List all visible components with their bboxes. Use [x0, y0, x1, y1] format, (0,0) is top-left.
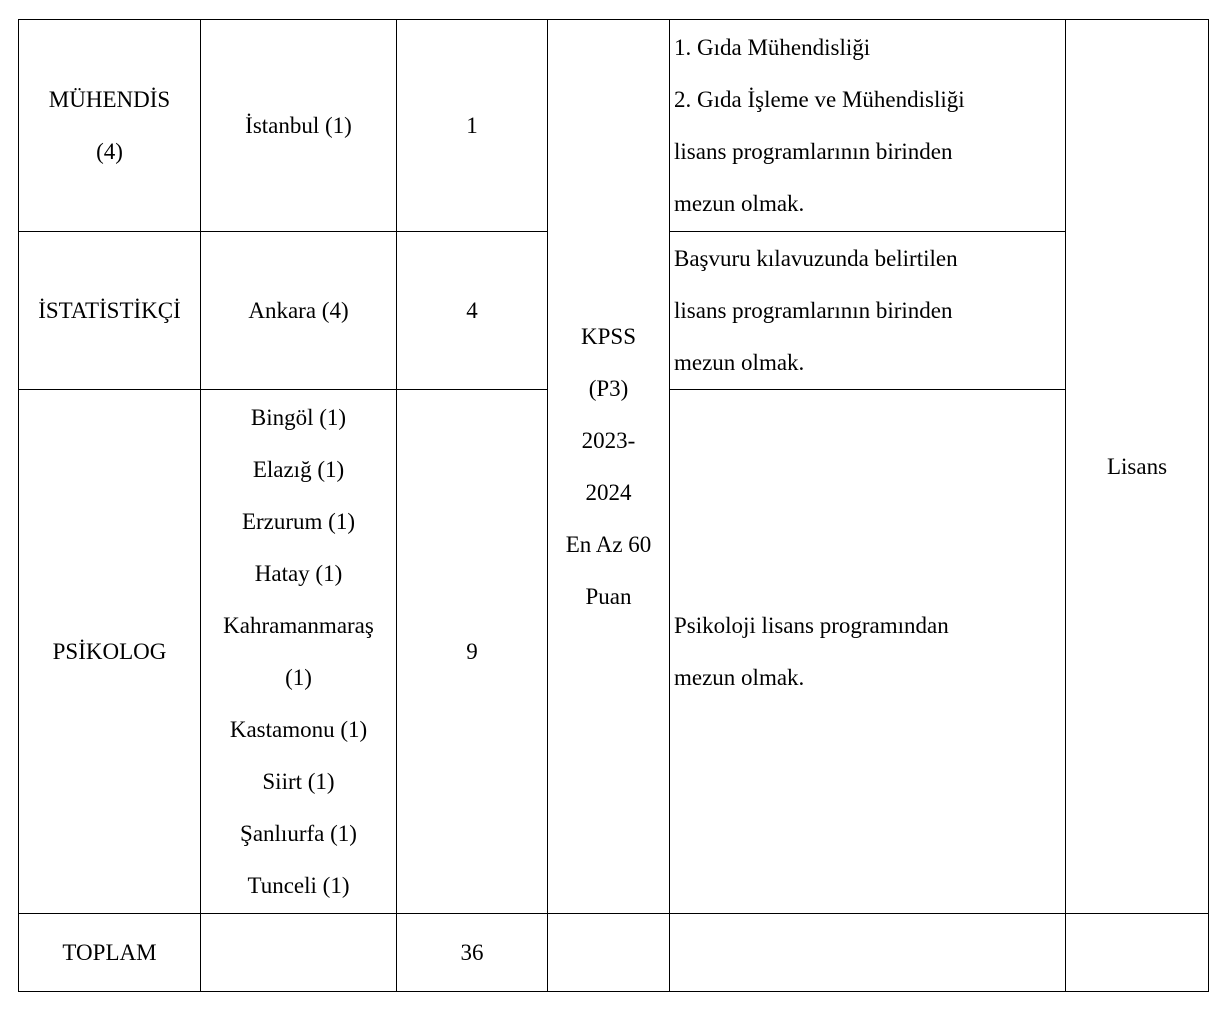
location-entry: Siirt (1)	[262, 768, 335, 794]
position-title-cell	[19, 20, 201, 232]
count-value: 1	[466, 112, 478, 138]
exam-line: KPSS	[581, 323, 636, 349]
location-entry: Bingöl (1)	[250, 404, 347, 430]
count-cell	[397, 20, 548, 232]
location-entry: Hatay (1)	[254, 560, 343, 586]
location-entry: Şanlıurfa (1)	[240, 820, 357, 846]
total-empty-cell	[1066, 914, 1209, 992]
qualification-line: lisans programlarının birinden	[674, 297, 953, 323]
qualification-line: 1. Gıda Mühendisliği	[674, 34, 871, 60]
qualification-cell	[670, 390, 1066, 914]
qualification-line: Başvuru kılavuzunda belirtilen	[674, 245, 958, 271]
total-label-cell	[19, 914, 201, 992]
exam-line: (P3)	[588, 375, 629, 401]
qualification-line: lisans programlarının birinden	[674, 138, 953, 164]
total-empty-cell	[201, 914, 397, 992]
total-empty-cell	[670, 914, 1066, 992]
position-title-line: İSTATİSTİKÇİ	[38, 297, 181, 323]
position-title-line: PSİKOLOG	[52, 638, 167, 664]
location-entry: Ankara (4)	[248, 297, 349, 323]
exam-line: 2023-	[581, 427, 636, 453]
total-label: TOPLAM	[62, 939, 157, 965]
qualification-line: Psikoloji lisans programından	[674, 612, 949, 638]
exam-requirement-cell	[548, 20, 670, 914]
qualification-line: mezun olmak.	[674, 349, 805, 375]
count-cell	[397, 390, 548, 914]
education-level-cell	[1066, 20, 1209, 914]
location-cell	[201, 232, 397, 390]
qualification-cell	[670, 232, 1066, 390]
position-title-cell	[19, 390, 201, 914]
positions-table	[18, 19, 1209, 992]
qualification-line: mezun olmak.	[674, 190, 805, 216]
location-cell	[201, 20, 397, 232]
location-entry: Tunceli (1)	[247, 872, 350, 898]
total-count: 36	[460, 939, 484, 965]
position-title-line: (4)	[96, 138, 123, 164]
location-entry: İstanbul (1)	[245, 112, 352, 138]
location-cell	[201, 390, 397, 914]
table-row	[19, 20, 1209, 232]
qualification-cell	[670, 20, 1066, 232]
qualification-line: 2. Gıda İşleme ve Mühendisliği	[674, 86, 965, 112]
total-count-cell	[397, 914, 548, 992]
location-entry: Kastamonu (1)	[229, 716, 368, 742]
qualification-line: mezun olmak.	[674, 664, 805, 690]
total-row	[19, 914, 1209, 992]
count-cell	[397, 232, 548, 390]
position-title-cell	[19, 232, 201, 390]
location-entry: (1)	[285, 664, 312, 690]
exam-line: En Az 60	[565, 531, 652, 557]
education-level: Lisans	[1106, 453, 1168, 479]
total-empty-cell	[548, 914, 670, 992]
location-entry: Erzurum (1)	[241, 508, 356, 534]
exam-line: Puan	[585, 583, 632, 609]
count-value: 9	[466, 638, 478, 664]
count-value: 4	[466, 297, 478, 323]
location-entry: Elazığ (1)	[252, 456, 345, 482]
position-title-line: MÜHENDİS	[48, 86, 171, 112]
exam-line: 2024	[585, 479, 632, 505]
location-entry: Kahramanmaraş	[223, 612, 374, 638]
